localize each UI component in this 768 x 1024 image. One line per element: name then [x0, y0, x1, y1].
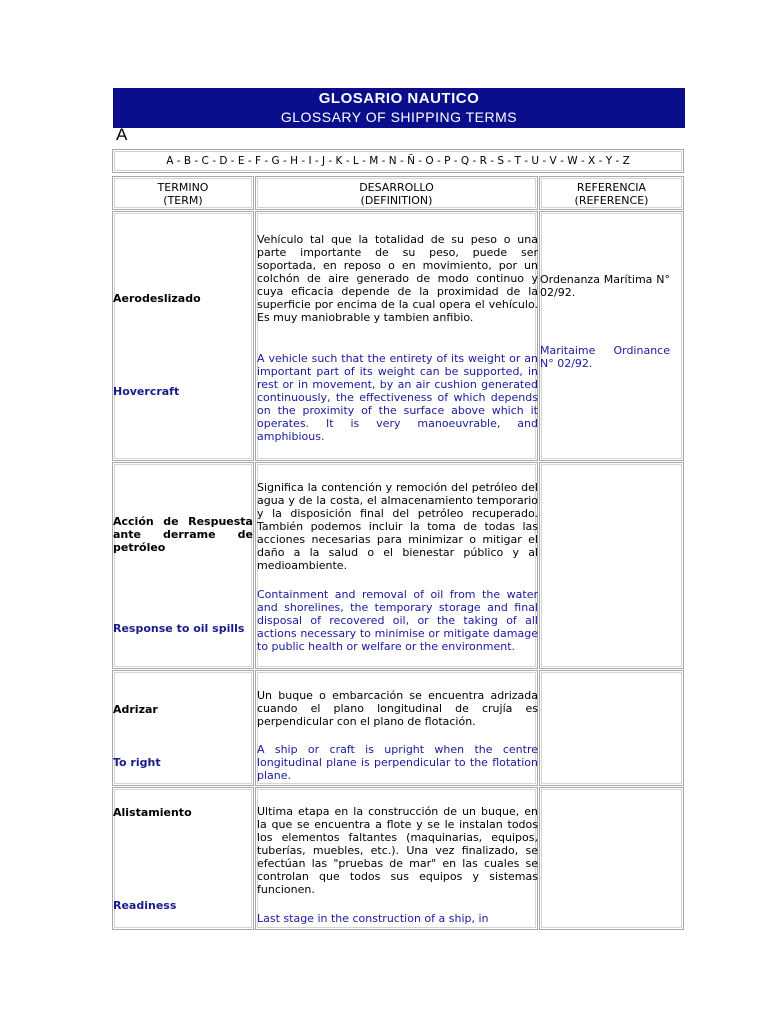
- table-row-reference-cell: [539, 787, 684, 930]
- definition-english: A vehicle such that the entirety of its weight or an important part of its weight can be supported, in rest or in movement, by an air cushion generated continuously, the effectiveness of which depends on the proximity of the surface above which it operates. It is very manoeuvrable, and amphibious.: [257, 352, 538, 443]
- term-spanish: Adrizar: [113, 703, 158, 716]
- table-row-term-cell: [112, 211, 254, 461]
- page-subtitle: GLOSSARY OF SHIPPING TERMS: [280, 109, 518, 125]
- term-english: Readiness: [113, 899, 177, 912]
- column-header-reference: REFERENCIA (REFERENCE): [574, 181, 649, 207]
- definition-english: Last stage in the construction of a ship, in: [257, 912, 489, 925]
- term-english: Response to oil spills: [113, 622, 245, 635]
- column-header-definition: DESARROLLO (DEFINITION): [359, 181, 434, 207]
- column-header-term: TERMINO (TERM): [157, 181, 209, 207]
- header-cell-reference: [539, 176, 684, 210]
- definition-spanish: Ultima etapa en la construcción de un buque, en la que se encuentra a flote y se le instalan todos los elementos faltantes (maquinarias, equipos, tuberías, muebles, etc.). Una vez finalizado, se efectúan las "pruebas de mar" en las cuales se controlan que todos sus equipos y sistemas funcionen.: [257, 805, 538, 896]
- term-spanish: Acción de Respuesta ante derrame de petróleo: [113, 515, 253, 554]
- table-row-reference-cell: [539, 211, 684, 461]
- header-cell-term: [112, 176, 254, 210]
- reference-english: Maritaime Ordinance N° 02/92.: [540, 344, 670, 370]
- section-letter: A: [116, 125, 128, 144]
- alphabet-index[interactable]: [112, 149, 684, 173]
- header-cell-definition: [255, 176, 538, 210]
- definition-spanish: Significa la contención y remoción del petróleo del agua y de la costa, el almacenamiento temporario y la disposición final del petróleo recuperado. También podemos incluir la toma de todas las acciones necesarias para minimizar o mitigar el daño a la salud o el bienestar público y al medioambiente.: [257, 481, 538, 572]
- definition-spanish: Vehículo tal que la totalidad de su peso o una parte importante de su peso, puede ser soportada, en reposo o en movimiento, por un colchón de aire generado de modo continuo y cuya eficacia depende de la proximidad de la superficie por encima de la cual opera el vehículo. Es muy maniobrable y tambien anfibio.: [257, 233, 538, 324]
- table-row-reference-cell: [539, 462, 684, 669]
- term-english: To right: [113, 756, 161, 769]
- glossary-header: [113, 88, 685, 128]
- definition-english: Containment and removal of oil from the water and shorelines, the temporary storage and final disposal of recovered oil, or the taking of all actions necessary to minimise or mitigate damage to public health or welfare or the environment.: [257, 588, 538, 653]
- definition-english: A ship or craft is upright when the centre longitudinal plane is perpendicular to the flotation plane.: [257, 743, 538, 782]
- table-row-reference-cell: [539, 670, 684, 786]
- term-english: Hovercraft: [113, 385, 180, 398]
- table-row-term-cell: [112, 462, 254, 669]
- alphabet-links[interactable]: A - B - C - D - E - F - G - H - I - J - K - L - M - N - Ñ - O - P - Q - R - S - T - U - V - W - X - Y - Z: [114, 151, 682, 171]
- term-spanish: Alistamiento: [113, 806, 192, 819]
- reference-spanish: Ordenanza Marítima N° 02/92.: [540, 273, 670, 299]
- term-spanish: Aerodeslizado: [113, 292, 201, 305]
- page-title: GLOSARIO NAUTICO: [318, 90, 480, 107]
- definition-spanish: Un buque o embarcación se encuentra adrizada cuando el plano longitudinal de crujía es perpendicular con el plano de flotación.: [257, 689, 538, 728]
